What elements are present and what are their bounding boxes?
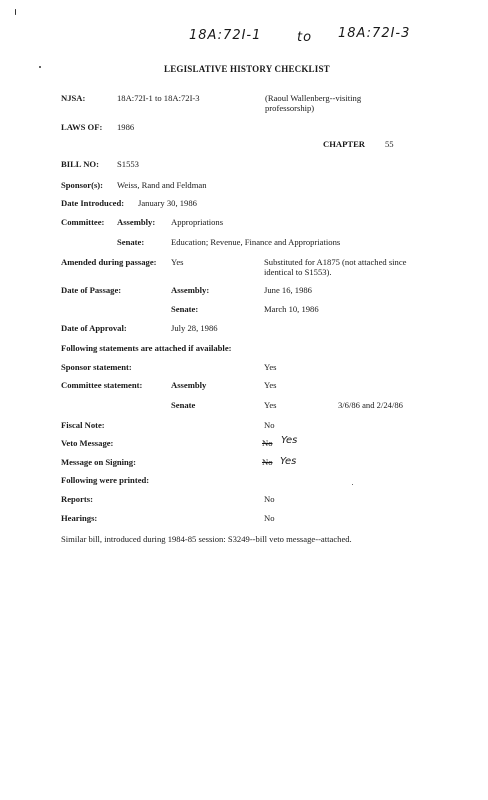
date-introduced-label: Date Introduced: — [61, 198, 125, 208]
bill-no-value: S1553 — [117, 159, 139, 169]
passage-assembly-label: Assembly: — [171, 285, 210, 295]
passage-assembly-value: June 16, 1986 — [264, 285, 312, 295]
committee-assembly-label: Assembly: — [117, 217, 156, 227]
handwritten-reference-start: 18A:72I-1 — [189, 28, 262, 43]
committee-statement-senate-value: Yes — [264, 400, 277, 410]
amended-note: Substituted for A1875 (not attached since identical to S1553). — [264, 257, 407, 278]
committee-statement-assembly-value: Yes — [264, 380, 277, 390]
similar-bill-note: Similar bill, introduced during 1984-85 session: S3249--bill veto message--attached. — [61, 534, 352, 544]
sponsors-label: Sponsor(s): — [61, 180, 104, 190]
statements-attached-heading: Following statements are attached if available: — [61, 343, 232, 353]
laws-of-label: LAWS OF: — [61, 122, 103, 132]
printed-heading: Following were printed: — [61, 475, 150, 485]
committee-statement-label: Committee statement: — [61, 380, 143, 390]
chapter-label: CHAPTER — [323, 139, 366, 149]
veto-message-value: No — [262, 438, 273, 448]
sponsor-statement-label: Sponsor statement: — [61, 362, 132, 372]
passage-senate-label: Senate: — [171, 304, 199, 314]
reports-value: No — [264, 494, 275, 504]
veto-message-label: Veto Message: — [61, 438, 114, 448]
reports-label: Reports: — [61, 494, 93, 504]
hearings-value: No — [264, 513, 275, 523]
fiscal-note-value: No — [264, 420, 275, 430]
njsa-note: (Raoul Wallenberg--visiting professorship) — [265, 93, 362, 114]
scan-speck — [352, 484, 353, 485]
committee-senate-label: Senate: — [117, 237, 145, 247]
committee-statement-assembly-label: Assembly — [171, 380, 207, 390]
hearings-label: Hearings: — [61, 513, 98, 523]
njsa-value: 18A:72I-1 to 18A:72I-3 — [117, 93, 200, 103]
document-title: LEGISLATIVE HISTORY CHECKLIST — [164, 64, 330, 74]
message-on-signing-handwritten: Yes — [280, 456, 297, 467]
committee-senate-value: Education; Revenue, Finance and Appropriations — [171, 237, 341, 247]
sponsor-statement-value: Yes — [264, 362, 277, 372]
committee-label: Committee: — [61, 217, 105, 227]
committee-statement-senate-label: Senate — [171, 400, 196, 410]
handwritten-reference-to: to — [297, 30, 313, 45]
scan-speck — [39, 66, 41, 68]
chapter-value: 55 — [385, 139, 394, 149]
amended-label: Amended during passage: — [61, 257, 157, 267]
date-of-passage-label: Date of Passage: — [61, 285, 122, 295]
handwritten-reference-end: 18A:72I-3 — [338, 26, 411, 41]
date-introduced-value: January 30, 1986 — [138, 198, 197, 208]
njsa-label: NJSA: — [61, 93, 86, 103]
committee-assembly-value: Appropriations — [171, 217, 224, 227]
scan-speck — [15, 9, 16, 15]
passage-senate-value: March 10, 1986 — [264, 304, 319, 314]
laws-of-value: 1986 — [117, 122, 135, 132]
veto-message-handwritten: Yes — [281, 435, 298, 446]
message-on-signing-label: Message on Signing: — [61, 457, 136, 467]
amended-value: Yes — [171, 257, 184, 267]
date-of-approval-label: Date of Approval: — [61, 323, 127, 333]
date-of-approval-value: July 28, 1986 — [171, 323, 218, 333]
sponsors-value: Weiss, Rand and Feldman — [117, 180, 207, 190]
committee-statement-senate-dates: 3/6/86 and 2/24/86 — [338, 400, 403, 410]
bill-no-label: BILL NO: — [61, 159, 99, 169]
message-on-signing-value: No — [262, 457, 273, 467]
fiscal-note-label: Fiscal Note: — [61, 420, 105, 430]
